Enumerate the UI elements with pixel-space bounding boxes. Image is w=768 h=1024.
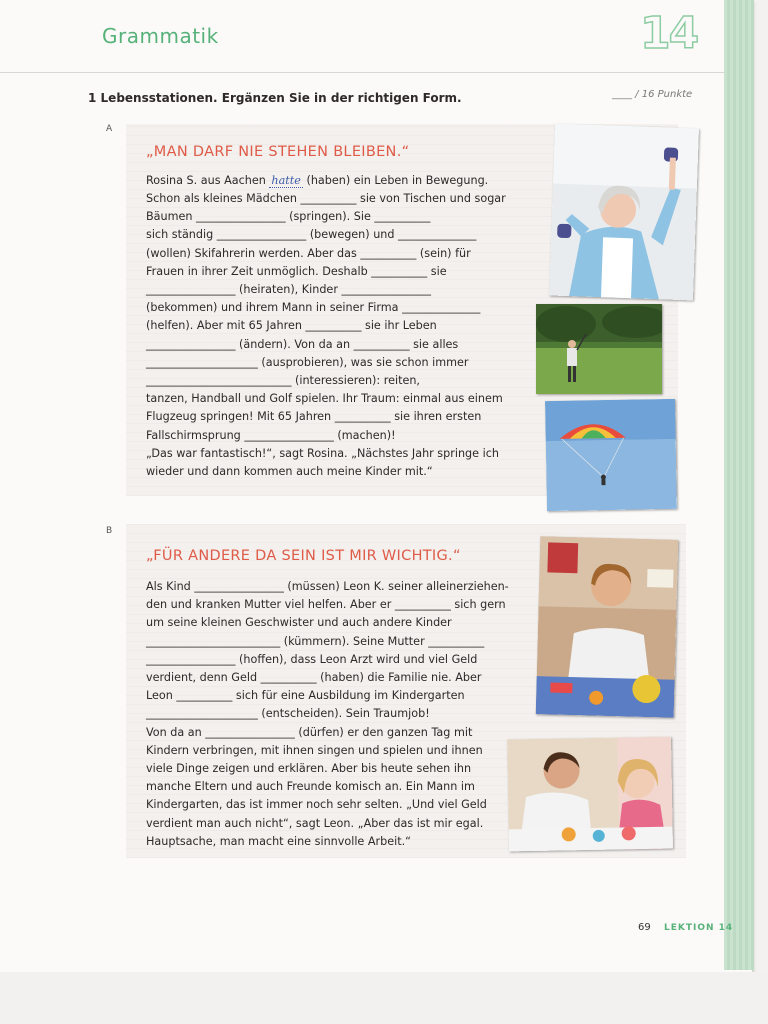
photo-parasailing bbox=[545, 399, 677, 511]
photo-man-kindergarten bbox=[536, 536, 679, 718]
section-a-first-suffix: (haben) ein Leben in Bewegung. bbox=[306, 174, 489, 187]
man-child-illustration bbox=[507, 737, 673, 852]
page-number: 69 bbox=[638, 922, 651, 933]
golf-illustration bbox=[536, 304, 662, 394]
page-header-title: Grammatik bbox=[102, 24, 219, 48]
section-a-label: A bbox=[106, 124, 113, 134]
chapter-number: 14 bbox=[640, 8, 698, 59]
section-b-text: Als Kind ________________ (müssen) Leon K. seiner alleinerziehen- den und kranken Mutter viel helfen. Aber er __________ sich gern um seine kleinen Geschwister und auch andere Kinder ________________________ (kümmern). Seine Mutter __________ ________________ (hoffen), dass Leon Arzt wird und viel Geld verdient, denn Geld __________ (haben) die Familie nie. Aber Leon __________ sich für eine Ausbildung im Kindergarten ____________________ (entscheiden). Sein Traumjob! Von da an ________________ (dürfen) er den ganzen Tag mit Kindern verbringen, mit ihnen singen und spielen und ihnen viele Dinge zeigen und erklären. Aber bis heute sehen ihn manche Eltern und auch Freunde komisch an. Ein Mann im Kindergarten, das ist immer noch sehr selten. „Und viel Geld verdient man auch nicht“, sagt Leon. „Aber das ist mir egal. Hauptsache, man macht eine sinnvolle Arbeit.“ bbox=[146, 580, 509, 848]
section-a-text: Schon als kleines Mädchen __________ sie von Tischen und sogar Bäumen ________________ (springen). Sie __________ sich ständig ________________ (bewegen) und ______________ (wollen) Skifahrerin werden. Aber das __________ (sein) für Frauen in ihrer Zeit unmöglich. Deshalb __________ sie ________________ (heiraten), Kinder ________________ (bekommen) und ihrem Mann in seiner Firma ______________ (helfen). Aber mit 65 Jahren __________ sie ihr Leben ________________ (ändern). Von da an __________ sie alles ____________________ (ausprobieren), was sie schon immer __________________________ (interessieren): reiten, tanzen, Handball und Golf spielen. Ihr Traum: einmal aus einem Flugzeug springen! Mit 65 Jahren __________ sie ihren ersten Fallschirmsprung ________________ (machen)! „Das war fantastisch!“, sagt Rosina. „Nächstes Jahr springe ich wieder und dann kommen auch meine Kinder mit.“ bbox=[146, 192, 506, 479]
header-divider bbox=[0, 72, 724, 73]
photo-man-child bbox=[507, 737, 673, 852]
section-a-heading: „MAN DARF NIE STEHEN BLEIBEN.“ bbox=[146, 144, 410, 160]
man-kindergarten-illustration bbox=[536, 536, 679, 718]
page-edge-stripe bbox=[724, 0, 754, 970]
photo-woman-exercising bbox=[549, 124, 699, 301]
scan-margin bbox=[0, 972, 768, 1024]
task-title: 1 Lebensstationen. Ergänzen Sie in der richtigen Form. bbox=[88, 91, 462, 105]
woman-exercising-illustration bbox=[549, 124, 699, 301]
section-b-label: B bbox=[106, 526, 113, 536]
section-b-heading: „FÜR ANDERE DA SEIN IST MIR WICHTIG.“ bbox=[146, 548, 461, 564]
lesson-label: LEKTION 14 bbox=[664, 923, 734, 933]
section-a-first-prefix: Rosina S. aus Aachen bbox=[146, 174, 266, 187]
task-score: ____ / 16 Punkte bbox=[612, 89, 693, 100]
section-a-first-line bbox=[146, 172, 488, 190]
handwritten-answer[interactable]: hatte bbox=[271, 174, 301, 187]
parachute-illustration bbox=[545, 399, 677, 511]
photo-golf bbox=[536, 304, 662, 394]
